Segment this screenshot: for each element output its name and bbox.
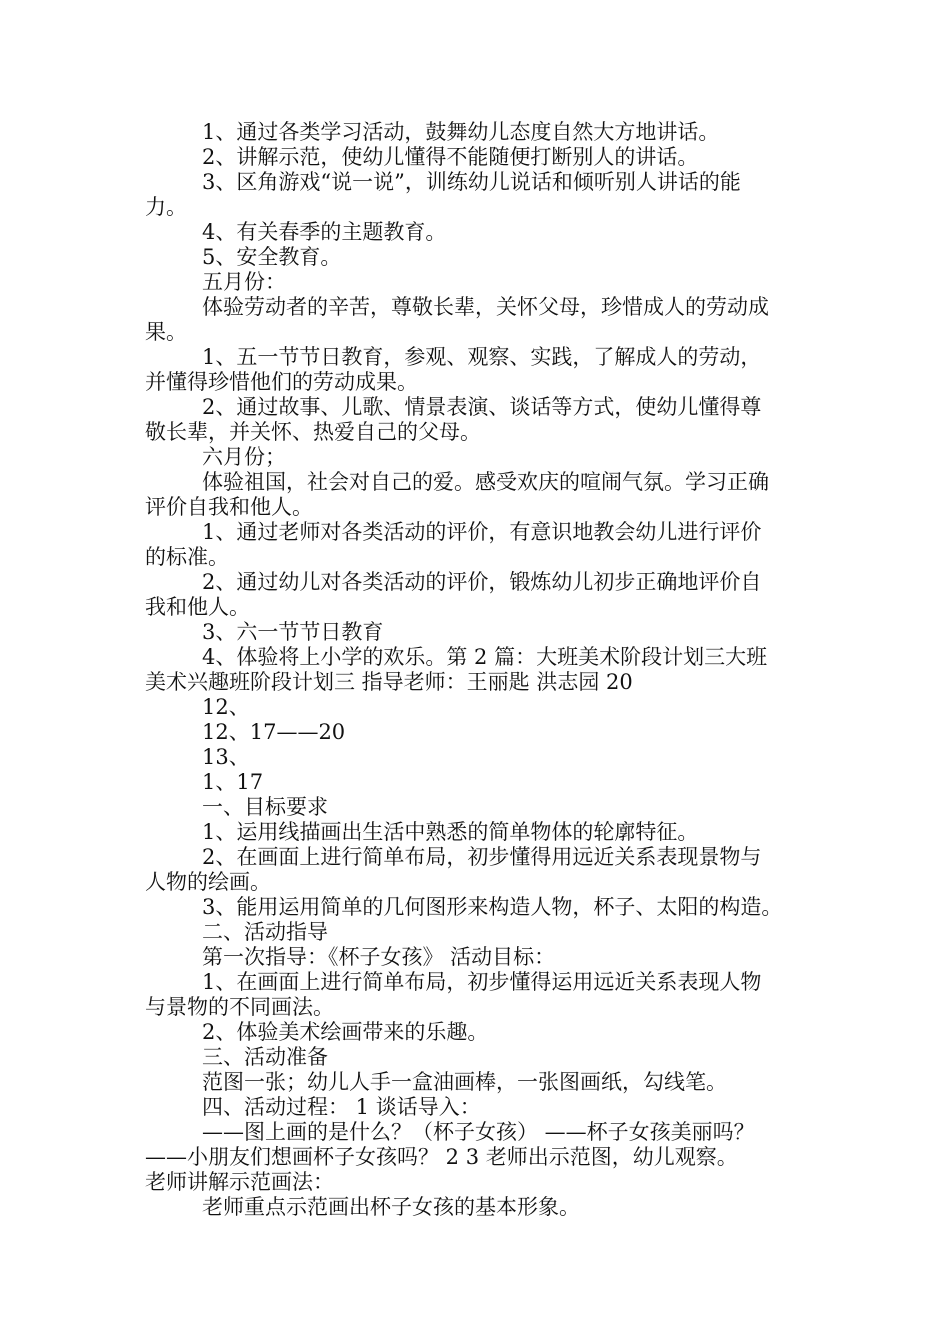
- text-line: 第一次指导：《杯子女孩》 活动目标：: [202, 945, 556, 969]
- text-line: 一、目标要求: [202, 795, 328, 819]
- text-line: 五月份：: [202, 270, 286, 294]
- text-line: 4、体验将上小学的欢乐。第 2 篇：大班美术阶段计划三大班: [202, 645, 768, 669]
- text-line: 六月份；: [202, 445, 286, 469]
- text-line: 12、17——20: [202, 720, 346, 744]
- document-body: [145, 120, 815, 1220]
- text-line: 的标准。: [145, 545, 229, 569]
- text-line: 12、: [202, 695, 250, 719]
- text-line: 评价自我和他人。: [145, 495, 313, 519]
- text-line: 体验祖国，社会对自己的爱。感受欢庆的喧闹气氛。学习正确: [202, 470, 769, 494]
- text-line: 1、通过老师对各类活动的评价，有意识地教会幼儿进行评价: [202, 520, 762, 544]
- text-line: 1、在画面上进行简单布局，初步懂得运用远近关系表现人物: [202, 970, 762, 994]
- text-line: 并懂得珍惜他们的劳动成果。: [145, 370, 418, 394]
- text-line: ——小朋友们想画杯子女孩吗？ 2 3 老师出示范图，幼儿观察。: [145, 1145, 738, 1169]
- text-line: ——图上画的是什么？（杯子女孩） ——杯子女孩美丽吗？: [202, 1120, 755, 1144]
- text-line: 1、通过各类学习活动，鼓舞幼儿态度自然大方地讲话。: [202, 120, 720, 144]
- text-line: 5、安全教育。: [202, 245, 342, 269]
- text-line: 四、活动过程： 1 谈话导入：: [202, 1095, 481, 1119]
- text-line: 3、区角游戏“说一说”，训练幼儿说话和倾听别人讲话的能: [202, 170, 741, 194]
- text-line: 果。: [145, 320, 187, 344]
- text-line: 二、活动指导: [202, 920, 328, 944]
- text-line: 2、讲解示范，使幼儿懂得不能随便打断别人的讲话。: [202, 145, 699, 169]
- text-line: 三、活动准备: [202, 1045, 328, 1069]
- text-line: 人物的绘画。: [145, 870, 271, 894]
- text-line: 老师重点示范画出杯子女孩的基本形象。: [202, 1195, 580, 1219]
- text-line: 3、六一节节日教育: [202, 620, 384, 644]
- text-line: 13、: [202, 745, 250, 769]
- text-line: 1、五一节节日教育，参观、观察、实践，了解成人的劳动，: [202, 345, 762, 369]
- text-line: 与景物的不同画法。: [145, 995, 334, 1019]
- text-line: 2、在画面上进行简单布局，初步懂得用远近关系表现景物与: [202, 845, 762, 869]
- text-line: 1、17: [202, 770, 264, 794]
- text-line: 我和他人。: [145, 595, 250, 619]
- text-line: 2、通过幼儿对各类活动的评价，锻炼幼儿初步正确地评价自: [202, 570, 762, 594]
- text-line: 敬长辈，并关怀、热爱自己的父母。: [145, 420, 481, 444]
- text-line: 4、有关春季的主题教育。: [202, 220, 447, 244]
- text-line: 老师讲解示范画法：: [145, 1170, 334, 1194]
- text-line: 2、通过故事、儿歌、情景表演、谈话等方式，使幼儿懂得尊: [202, 395, 762, 419]
- text-line: 2、体验美术绘画带来的乐趣。: [202, 1020, 489, 1044]
- text-line: 美术兴趣班阶段计划三 指导老师：王丽匙 洪志园 20: [145, 670, 633, 694]
- text-line: 力。: [145, 195, 187, 219]
- text-line: 范图一张；幼儿人手一盒油画棒，一张图画纸，勾线笔。: [202, 1070, 727, 1094]
- text-line: 3、能用运用简单的几何图形来构造人物，杯子、太阳的构造。: [202, 895, 783, 919]
- text-line: 1、运用线描画出生活中熟悉的简单物体的轮廓特征。: [202, 820, 699, 844]
- text-line: 体验劳动者的辛苦，尊敬长辈，关怀父母，珍惜成人的劳动成: [202, 295, 769, 319]
